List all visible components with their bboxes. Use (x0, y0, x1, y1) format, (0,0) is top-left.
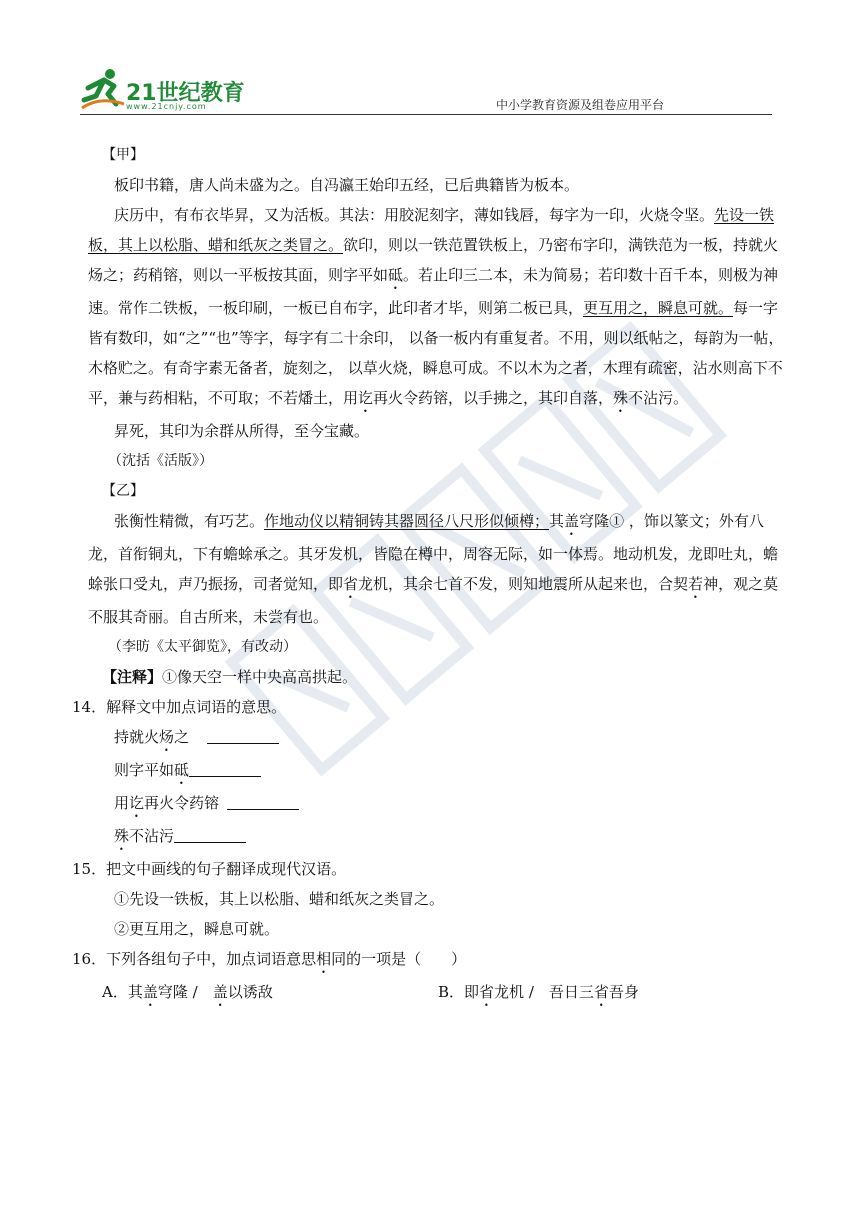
label-jia: 【甲】 (102, 147, 144, 163)
yi-source: （李昉《太平御览》，有改动） (108, 639, 297, 655)
question-15-title: 15．把文中画线的句子翻译成现代汉语。 (72, 860, 347, 878)
jia-paragraph-3: 昇死，其印为余群从所得，至今宝藏。 (114, 422, 370, 440)
jia-paragraph-1: 板印书籍，唐人尚未盛为之。自冯瀛王始印五经，已后典籍皆为板本。 (114, 176, 580, 194)
q14-item-3: 用讫再火令药镕 (88, 788, 784, 821)
dotted-word-shu: 殊 (613, 389, 629, 407)
answer-blank[interactable] (189, 758, 261, 777)
answer-blank[interactable] (227, 791, 299, 810)
q14-item-1: 持就火炀之 (88, 722, 784, 755)
logo (80, 66, 280, 112)
underlined-sentence-2: 更互用之，瞬息可就。 (583, 299, 734, 317)
dotted-word-di: 砥 (388, 266, 404, 284)
question-14-title: 14．解释文中加点词语的意思。 (72, 698, 287, 716)
yi-paragraph: 张衡性精微，有巧艺。作地动仪以精铜铸其器圆径八尺形似倾樽；其盖穹隆① ，饰以篆文；外有八龙，首衔铜丸，下有蟾蜍承之。其牙发机，皆隐在樽中，周容无际，如一体焉。地动机发，龙即吐丸，蟾蜍张口受丸，声乃振扬，司者觉知，即省龙机，其余七首不发，则知地震所从起来也，合契若神，观之莫不服其奇丽。自古所来，未尝有也。 (88, 512, 779, 626)
answer-blank[interactable] (207, 725, 279, 744)
logo-url: www.21cnjy.com (126, 102, 207, 111)
runner-logo-icon (80, 66, 126, 110)
dotted-word-gai: 盖 (564, 512, 580, 530)
answer-blank[interactable] (174, 824, 246, 843)
dotted-word-ruo: 若 (688, 575, 704, 593)
yi-note: 【注释】①像天空一样中央高高拱起。 (102, 668, 358, 686)
document-body (72, 140, 784, 1010)
option-a[interactable]: A．其盖穹隆 / 盖以诱敌 (102, 983, 273, 1001)
platform-name: 中小学教育资源及组卷应用平台 (495, 98, 664, 112)
underlined-sentence-1: 先设一铁板，其上以松脂、蜡和纸灰之类冒之。 (88, 206, 775, 254)
q16-options (88, 977, 784, 1010)
page-header (80, 66, 772, 116)
q15-item-1: ①先设一铁板，其上以松脂、蜡和纸灰之类冒之。 (114, 890, 445, 908)
jia-source: （沈括《活版》） (108, 453, 213, 469)
question-16-title: 16．下列各组句子中，加点词语意思相同的一项是（ ） (72, 950, 467, 968)
q14-item-2: 则字平如砥 (88, 755, 784, 788)
underlined-sentence-3: 作地动仪以精铜铸其器圆径八尺形似倾樽； (264, 512, 550, 530)
label-yi: 【乙】 (102, 483, 144, 499)
jia-paragraph-2: 庆历中，有布衣毕昇，又为活板。其法：用胶泥刻字，薄如钱唇，每字为一印，火烧令坚。先设一铁板，其上以松脂、蜡和纸灰之类冒之。欲印，则以一铁范置铁板上，乃密布字印，满铁范为一板，持就火炀之；药稍镕，则以一平板按其面，则字平如砥。若止印三二本，未为简易；若印数十百千本，则极为神速。常作二铁板，一板印刷，一板已自布字，此印者才毕，则第二板已具，更互用之，瞬息可就。每一字皆有数印，如“之”“也”等字，每字有二十余印， 以备一板内有重复者。不用，则以纸帖之，每韵为一帖，木格贮之。有奇字素无备者，旋刻之， 以草火烧，瞬息可成。不以木为之者，木理有疏密，沾水则高下不平，兼与药相粘，不可取；不若燔土，用讫再火令药镕，以手拂之，其印自落，殊不沾污。 (88, 206, 784, 407)
dotted-word-qi: 讫 (358, 389, 374, 407)
q15-item-2: ②更互用之，瞬息可就。 (114, 920, 280, 938)
option-b[interactable]: B．即省龙机 / 吾日三省吾身 (438, 983, 639, 1001)
logo-text: 21世纪教育 (126, 81, 245, 106)
header-divider (80, 114, 772, 115)
q14-item-4: 殊不沾污 (88, 821, 784, 854)
dotted-word-xing: 省 (343, 575, 359, 593)
